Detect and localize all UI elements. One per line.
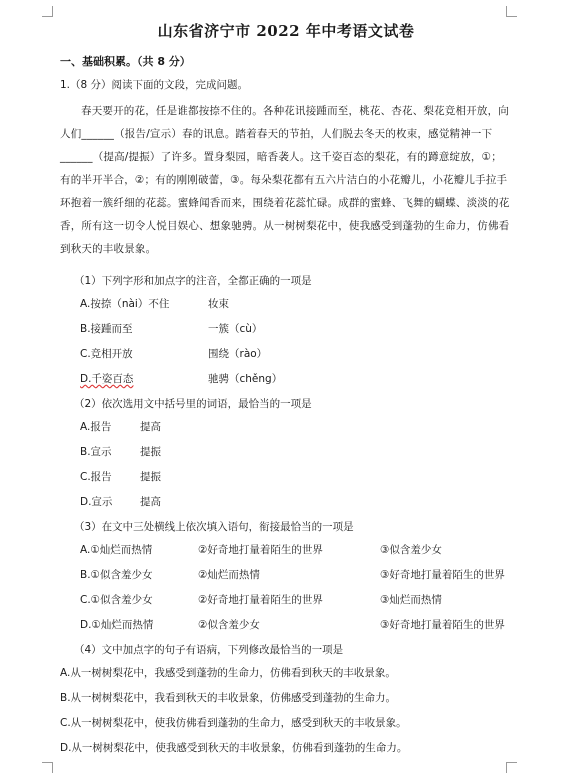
option-text: ②似含羞少女 [198, 619, 260, 631]
reading-passage: 春天要开的花，任是谁都按捺不住的。各种花讯接踵而至，桃花、杏花、梨花竞相开放，向人们______（报告/宣示）春的讯息。踏着春天的节拍，人们脱去冬天的枚束，感觉精神一下______（提高/提振）了许多。置身梨园，暗香袭人。这千姿百态的梨花，有的蹲意绽放，①；有的半开半合，②；有的刚刚破蕾，③。每朵梨花都有五六片洁白的小花瓣儿，小花瓣儿手拉手环抱着一簇纤细的花蕊。蜜蜂闻香而来，围绕着花蕊忙碌。成群的蜜蜂、飞舞的蝴蝶、淡淡的花香，所有这一切令人悦目娱心、想象驰骋。从一树树梨花中，使我感受到蓬勃的生命力，仿佛看到秋天的丰收景象。 [60, 105, 510, 255]
subquestion-3-stem: （3）在文中三处横线上依次填入语句，衔接最恰当的一项是 [74, 521, 354, 533]
option-text: ②好奇地打量着陌生的世界 [198, 544, 323, 556]
document-page [60, 20, 512, 765]
option-text: D.①灿烂而热情 [80, 619, 154, 631]
subquestion-4-stem: （4）文中加点字的句子有语病，下列修改最恰当的一项是 [74, 644, 344, 656]
option-text: A.①灿烂而热情 [80, 544, 153, 556]
option-row [60, 542, 512, 559]
option-text: C.报告 [80, 471, 112, 483]
option-row [60, 371, 512, 388]
subquestion-1-stem: （1）下列字形和加点字的注音，全都正确的一项是 [74, 275, 312, 287]
question-stem: 1.（8 分）阅读下面的文段，完成问题。 [60, 79, 249, 91]
option-text: B.接踵而至 [80, 323, 133, 335]
option-text: C.从一树树梨花中，使我仿佛看到蓬勃的生命力，感受到秋天的丰收景象。 [60, 717, 407, 729]
option-text: 一簇（cù） [208, 323, 263, 335]
option-text: ③好奇地打量着陌生的世界 [380, 569, 505, 581]
subquestion-2-stem: （2）依次选用文中括号里的词语，最恰当的一项是 [74, 398, 312, 410]
option-text: 妆束 [208, 298, 229, 310]
option-text: 提振 [140, 471, 161, 483]
option-text: D.宣示 [80, 496, 113, 508]
option-row [60, 567, 512, 584]
option-text: A.按捺（nài）不住 [80, 298, 170, 310]
option-text: D.从一树树梨花中，使我感受到秋天的丰收景象，仿佛看到蓬勃的生命力。 [60, 742, 408, 754]
option-row [60, 321, 512, 338]
option-text: C.竞相开放 [80, 348, 133, 360]
option-text: B.宣示 [80, 446, 112, 458]
option-text: A.报告 [80, 421, 112, 433]
page-corner-top-left [42, 6, 53, 17]
option-row [60, 346, 512, 363]
page-corner-bottom-left [42, 762, 53, 773]
option-text: D.千姿百态 [80, 373, 134, 385]
option-text: B.①似含羞少女 [80, 569, 153, 581]
option-text: ②好奇地打量着陌生的世界 [198, 594, 323, 606]
option-text: A.从一树树梨花中，我感受到蓬勃的生命力，仿佛看到秋天的丰收景象。 [60, 667, 396, 679]
option-text: 驰骋（chěng） [208, 373, 283, 385]
section-heading: 一、基础积累。（共 8 分） [60, 55, 191, 68]
option-row [60, 444, 512, 461]
option-row [60, 419, 512, 436]
option-row [60, 592, 512, 609]
option-text: B.从一树树梨花中，我看到秋天的丰收景象，仿佛感受到蓬勃的生命力。 [60, 692, 397, 704]
page-title: 山东省济宁市 2022 年中考语文试卷 [157, 22, 415, 40]
option-text: 提振 [140, 446, 161, 458]
option-text: C.①似含羞少女 [80, 594, 153, 606]
page-corner-top-right [506, 6, 517, 17]
option-text: ③好奇地打量着陌生的世界 [380, 619, 505, 631]
option-row [60, 296, 512, 313]
option-row [60, 494, 512, 511]
option-text: ②灿烂而热情 [198, 569, 260, 581]
option-row [60, 617, 512, 634]
option-text: 提高 [140, 496, 161, 508]
option-text: 提高 [140, 421, 161, 433]
option-text: ③灿烂而热情 [380, 594, 442, 606]
option-text: 围绕（rào） [208, 348, 268, 360]
option-row [60, 469, 512, 486]
option-text: ③似含羞少女 [380, 544, 442, 556]
